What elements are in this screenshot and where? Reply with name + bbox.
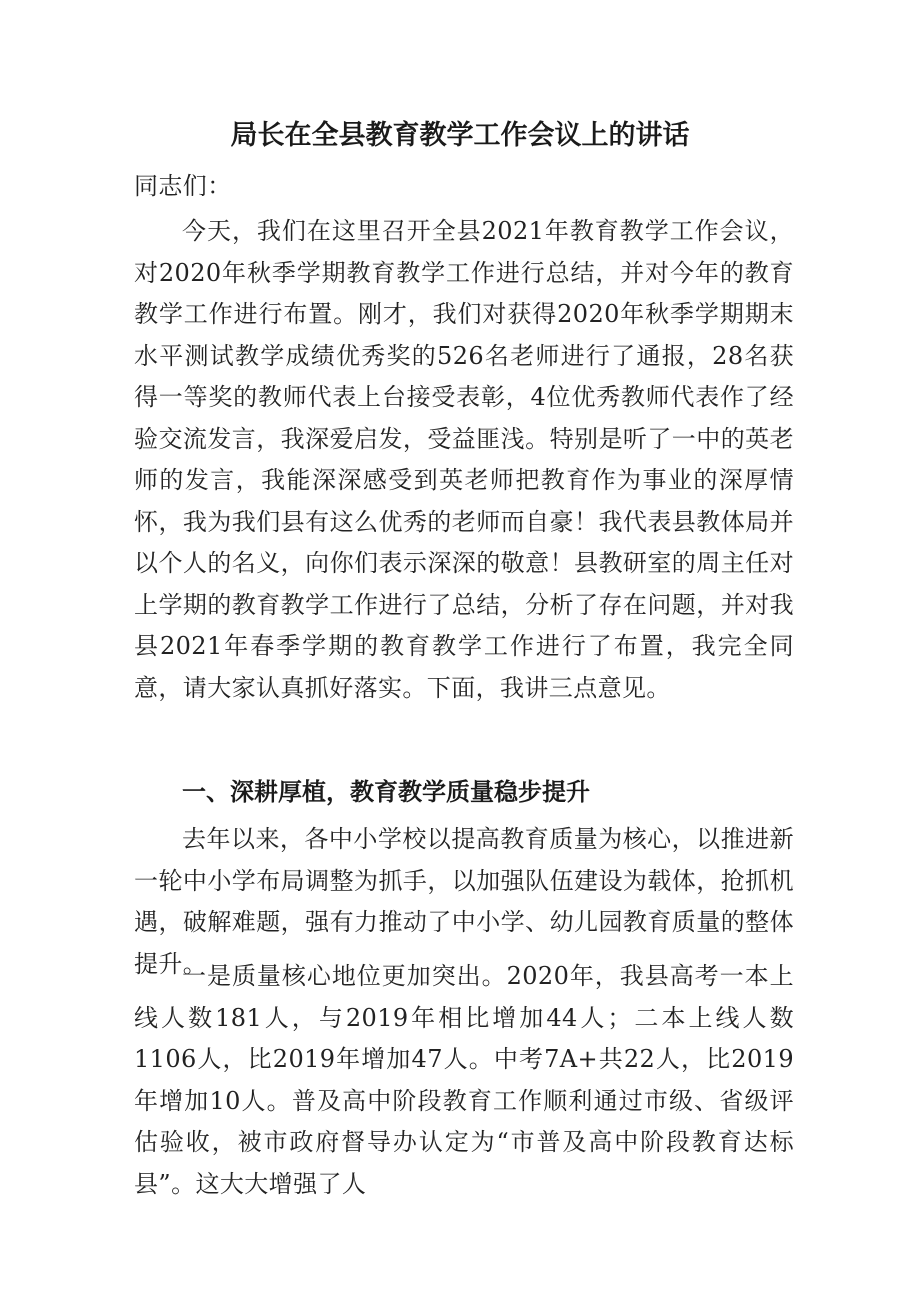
paragraph-quality-core: 一是质量核心地位更加突出。2020年，我县高考一本上线人数181人，与2019年相比增加44人；二本上线人数1106人，比2019年增加47人。中考7A+共22人，比2019年增加10人。普及高中阶段教育工作顺利通过市级、省级评估验收，被市政府督导办认定为“市普及高中阶段教育达标县”。这大大增强了人: [134, 962, 794, 1198]
salutation: 同志们：: [134, 172, 232, 200]
document-title: 局长在全县教育教学工作会议上的讲话: [230, 120, 690, 151]
paragraph-intro: 今天，我们在这里召开全县2021年教育教学工作会议，对2020年秋季学期教育教学工作进行总结，并对今年的教育教学工作进行布置。刚才，我们对获得2020年秋季学期期末水平测试教学成绩优秀奖的526名老师进行了通报，28名获得一等奖的教师代表上台接受表彰，4位优秀教师代表作了经验交流发言，我深爱启发，受益匪浅。特别是听了一中的英老师的发言，我能深深感受到英老师把教育作为事业的深厚情怀，我为我们县有这么优秀的老师而自豪！我代表县教体局并以个人的名义，向你们表示深深的敬意！县教研室的周主任对上学期的教育教学工作进行了总结，分析了存在问题，并对我县2021年春季学期的教育教学工作进行了布置，我完全同意，请大家认真抓好落实。下面，我讲三点意见。: [134, 217, 794, 702]
section-heading-1: 一、深耕厚植，教育教学质量稳步提升: [182, 778, 590, 806]
paragraph-section-1-intro: 去年以来，各中小学校以提高教育质量为核心，以推进新一轮中小学布局调整为抓手，以加强队伍建设为载体，抢抓机遇，破解难题，强有力推动了中小学、幼儿园教育质量的整体提升。: [134, 825, 794, 978]
